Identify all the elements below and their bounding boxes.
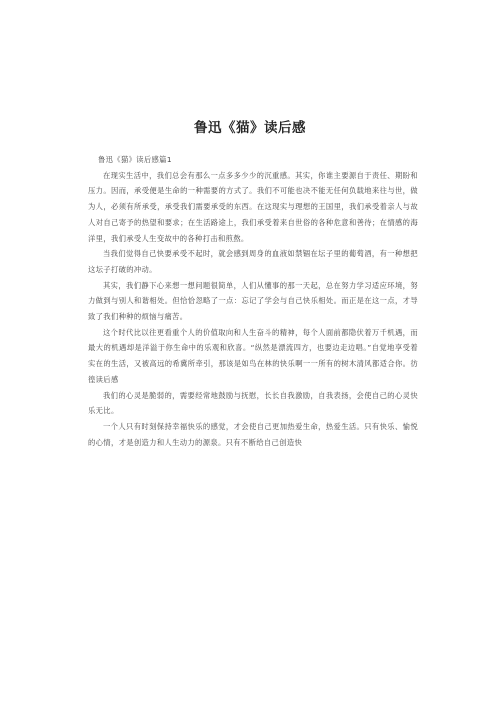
body-paragraph-2: 当我们觉得自己快要承受不起时，就会感到周身的血液如禁锢在坛子里的葡萄酒，有一种想把这坛子打破的冲动。 xyxy=(88,249,418,274)
document-subtitle: 鲁迅《猫》读后感篇1 xyxy=(98,155,172,164)
body-paragraph-6: 一个人只有时刻保持幸福快乐的感觉，才会使自己更加热爱生命，热爱生活。只有快乐、愉悦的心情，才是创造力和人生动力的源泉。只有不断给自己创造快 xyxy=(88,421,418,447)
document-title: 鲁迅《猫》读后感 xyxy=(194,120,306,136)
body-paragraph-4: 这个时代比以往更看重个人的价值取向和人生奋斗的精神，每个人面前都隐伏着万千机遇，而最大的机遇却是洋溢于你生命中的乐观和欣喜。“纵然是漂流四方，也要边走边唱。”自觉地享受着实在的生活，又被高远的希冀所牵引，那该是如鸟在林的快乐啊一一所有的树木清风都适合你。彷徨读后感 xyxy=(88,327,418,384)
document-body xyxy=(88,152,418,450)
body-paragraph-5: 我们的心灵是脆弱的，需要经常地鼓励与抚慰，长长自我激励，自我表扬，会使自己的心灵快乐无比。 xyxy=(88,390,418,416)
body-paragraph-1: 在现实生活中，我们总会有那么一点多多少少的沉重感。其实，你谁主要源自于责任、期盼和压力。因而，承受便是生命的一种需要的方式了。我们不可能也决不能无任何负载地来往与世，做为人，必须有所承受，承受我们需要承受的东西。在这现实与理想的王国里，我们承受着亲人与故人对自己寄予的热望和要求；在生活路途上，我们承受着来自世俗的各种危意和善待；在情感的海洋里，我们承受人生变故中的各种打击和煎熬。 xyxy=(88,170,418,243)
body-paragraph-3: 其实，我们静下心来想一想问题很简单，人们从懂事的那一天起，总在努力学习适应环境，努力做到与别人和谐相处。但恰恰忽略了一点：忘记了学会与自己快乐相处。而正是在这一点，才导致了我们种种的烦恼与痛苦。 xyxy=(88,280,418,322)
